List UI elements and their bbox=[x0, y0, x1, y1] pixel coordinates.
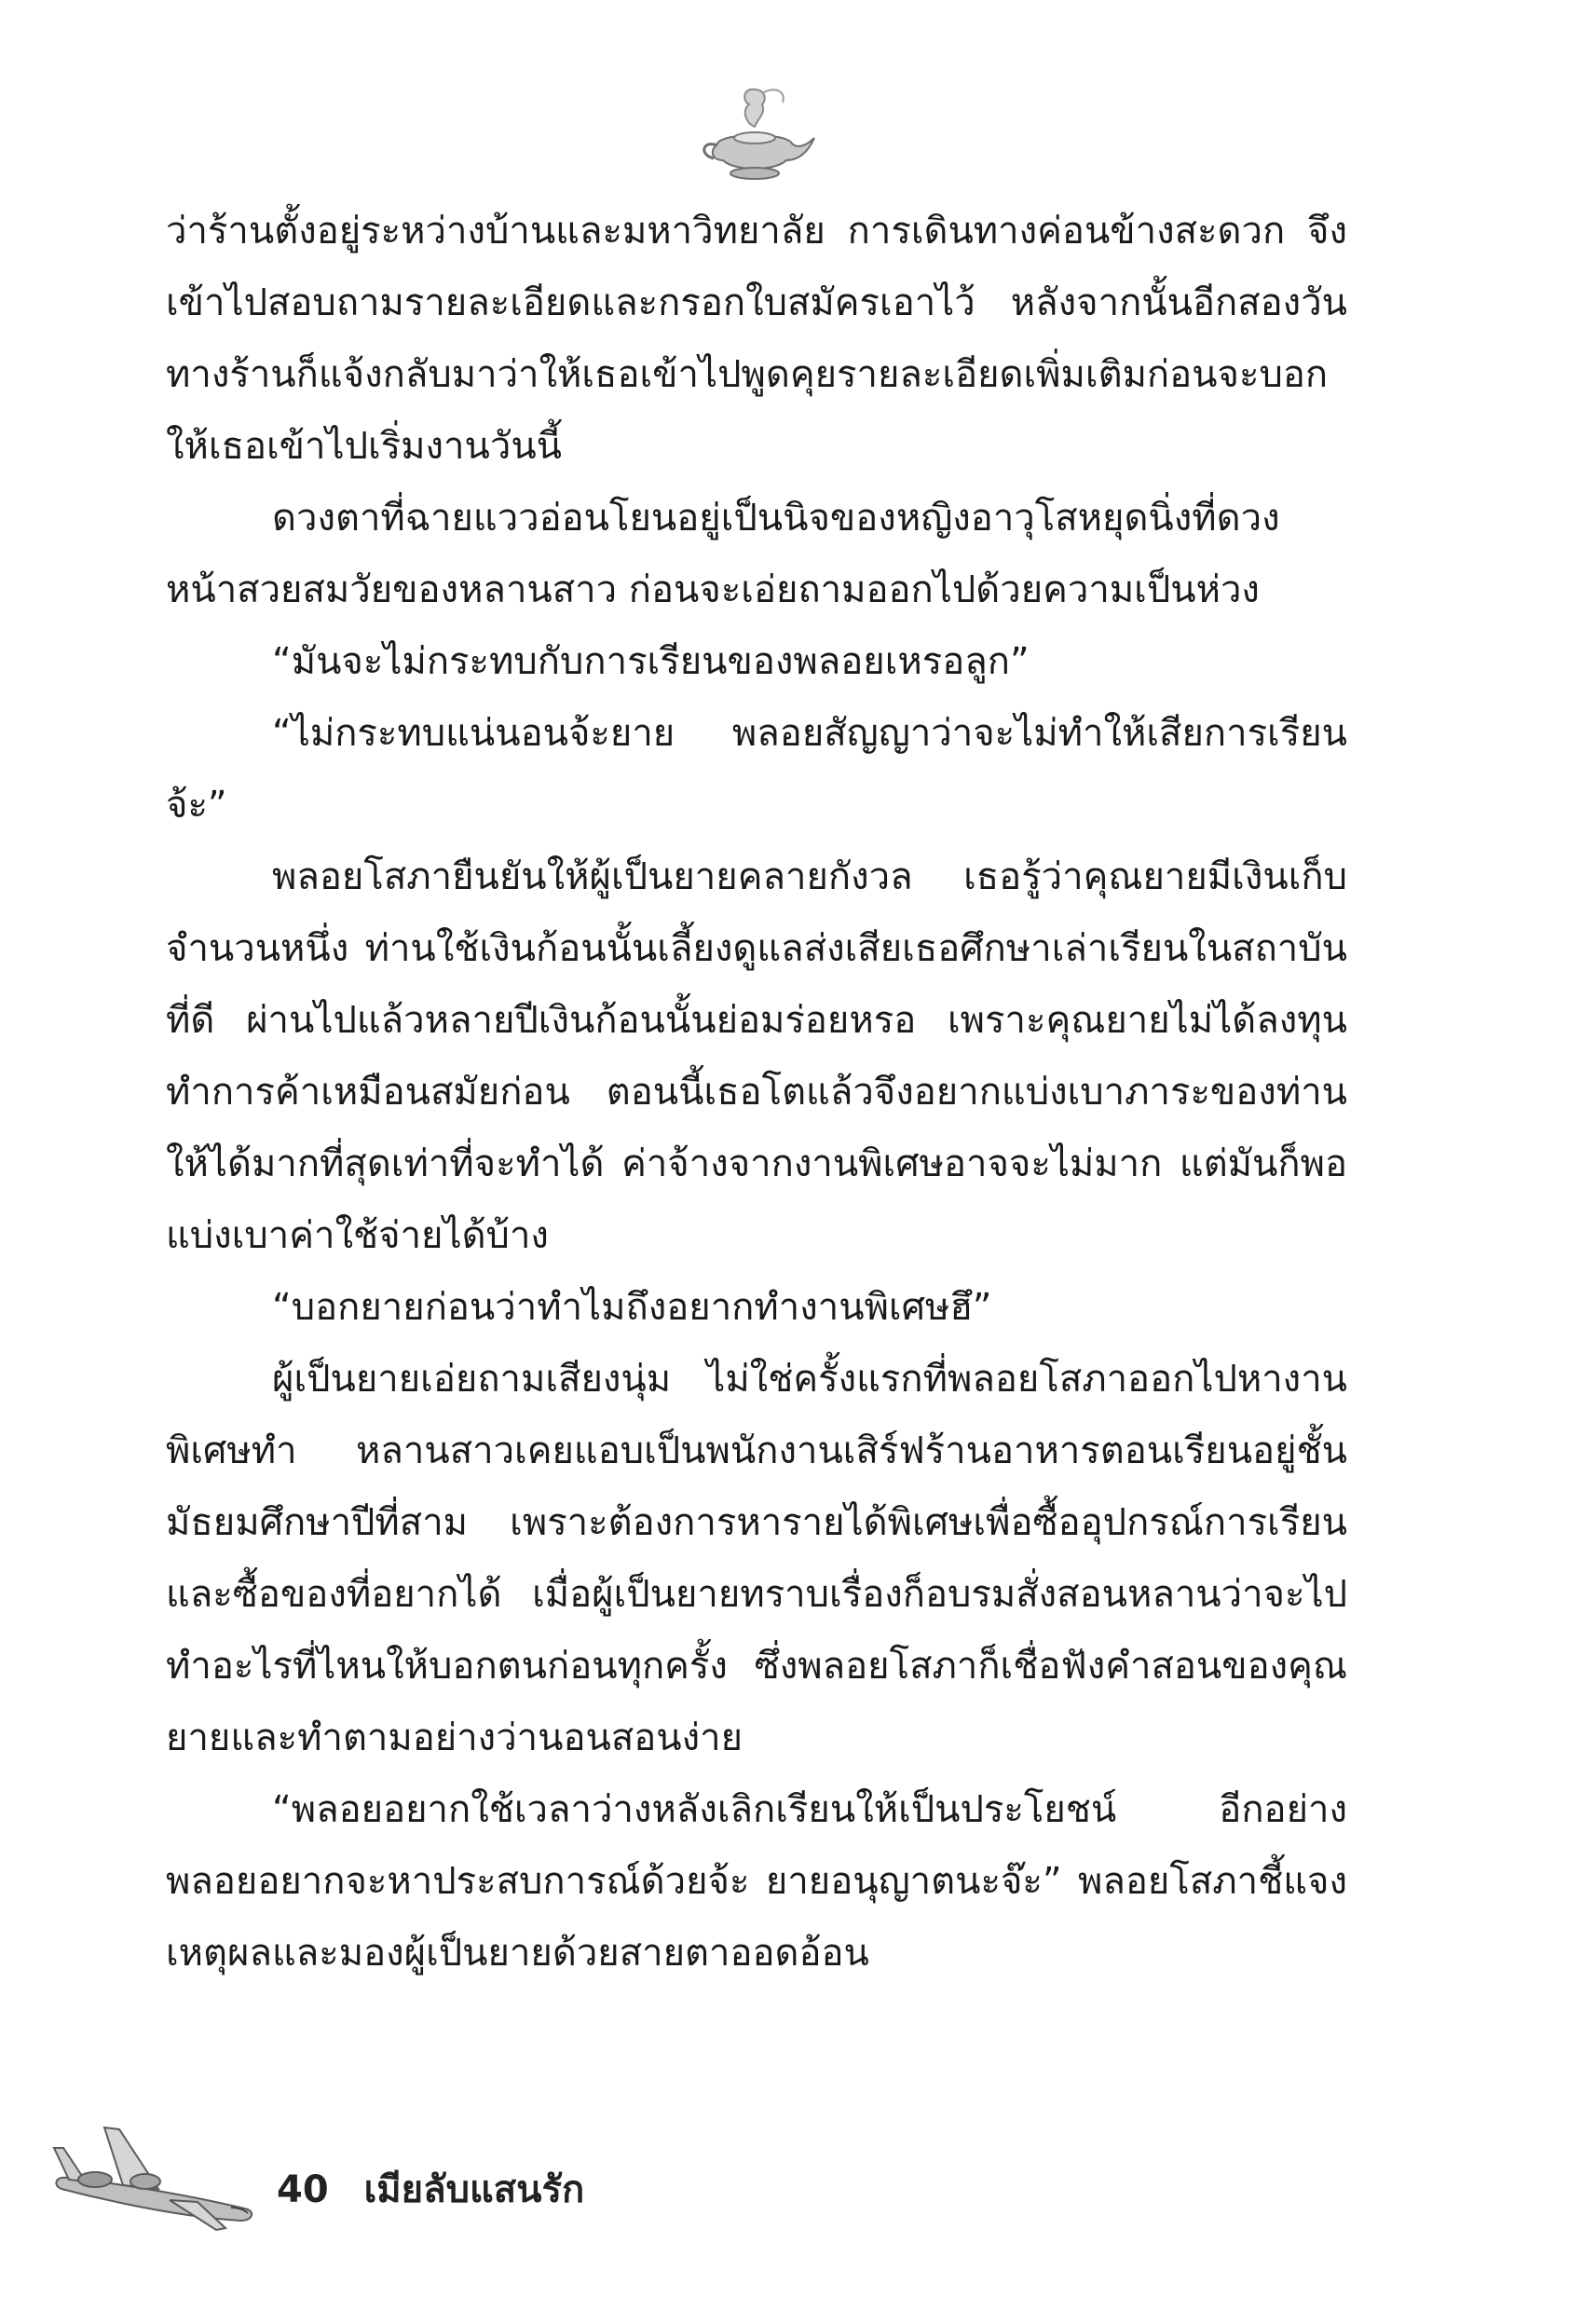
paragraph-1: ว่าร้านตั้งอยู่ระหว่างบ้านและมหาวิทยาลัย การเดินทางค่อนข้างสะดวก จึงเข้าไปสอบถามรายละเอียดและกรอกใบสมัครเอาไว้ หลังจากนั้นอีกสองวันทางร้านก็แจ้งกลับมาว่าให้เธอเข้าไปพูดคุยรายละเอียดเพิ่มเติมก่อนจะบอกให้เธอเข้าไปเริ่มงานวันนี้ bbox=[166, 210, 1347, 468]
footer-label bbox=[277, 2159, 584, 2219]
paragraph-6: “บอกยายก่อนว่าทำไมถึงอยากทำงานพิเศษฮึ” bbox=[272, 1286, 992, 1329]
paragraph-5: พลอยโสภายืนยันให้ผู้เป็นยายคลายกังวล เธอรู้ว่าคุณยายมีเงินเก็บจำนวนหนึ่ง ท่านใช้เงินก้อนนั้นเลี้ยงดูแลส่งเสียเธอศึกษาเล่าเรียนในสถาบันที่ดี ผ่านไปแล้วหลายปีเงินก้อนนั้นย่อมร่อยหรอ เพราะคุณยายไม่ได้ลงทุนทำการค้าเหมือนสมัยก่อน ตอนนี้เธอโตแล้วจึงอยากแบ่งเบาภาระของท่านให้ได้มากที่สุดเท่าที่จะทำได้ ค่าจ้างจากงานพิเศษอาจจะไม่มาก แต่มันก็พอแบ่งเบาค่าใช้จ่ายได้บ้าง bbox=[166, 855, 1347, 1257]
paragraph-8: “พลอยอยากใช้เวลาว่างหลังเลิกเรียนให้เป็นประโยชน์ อีกอย่างพลอยอยากจะหาประสบการณ์ด้วยจ้ะ ยายอนุญาตนะจ๊ะ” พลอยโสภาชี้แจงเหตุผลและมองผู้เป็นยายด้วยสายตาออดอ้อน bbox=[166, 1788, 1347, 1975]
page-footer bbox=[48, 2120, 794, 2250]
paragraph-7: ผู้เป็นยายเอ่ยถามเสียงนุ่ม ไม่ใช่ครั้งแรกที่พลอยโสภาออกไปหางานพิเศษทำ หลานสาวเคยแอบเป็นพนักงานเสิร์ฟร้านอาหารตอนเรียนอยู่ชั้นมัธยมศึกษาปีที่สาม เพราะต้องการหารายได้พิเศษเพื่อซื้ออุปกรณ์การเรียนและซื้อของที่อยากได้ เมื่อผู้เป็นยายทราบเรื่องก็อบรมสั่งสอนหลานว่าจะไปทำอะไรที่ไหนให้บอกตนก่อนทุกครั้ง ซึ่งพลอยโสภาก็เชื่อฟังคำสอนของคุณยายและทำตามอย่างว่านอนสอนง่าย bbox=[166, 1358, 1347, 1759]
chapter-body-text bbox=[166, 196, 1347, 1990]
paragraph-4: “ไม่กระทบแน่นอนจ้ะยาย พลอยสัญญาว่าจะไม่ทำให้เสียการเรียนจ้ะ” bbox=[166, 712, 1347, 827]
page-number: 40 bbox=[277, 2168, 329, 2211]
book-title: เมียลับแสนรัก bbox=[363, 2168, 585, 2211]
paragraph-2: ดวงตาที่ฉายแววอ่อนโยนอยู่เป็นนิจของหญิงอาวุโสหยุดนิ่งที่ดวงหน้าสวยสมวัยของหลานสาว ก่อนจะเอ่ยถามออกไปด้วยความเป็นห่วง bbox=[166, 497, 1280, 611]
paragraph-3: “มันจะไม่กระทบกับการเรียนของพลอยเหรอลูก” bbox=[272, 640, 1030, 683]
airplane-icon bbox=[48, 2120, 263, 2232]
genie-lamp-ornament-icon bbox=[689, 82, 820, 185]
